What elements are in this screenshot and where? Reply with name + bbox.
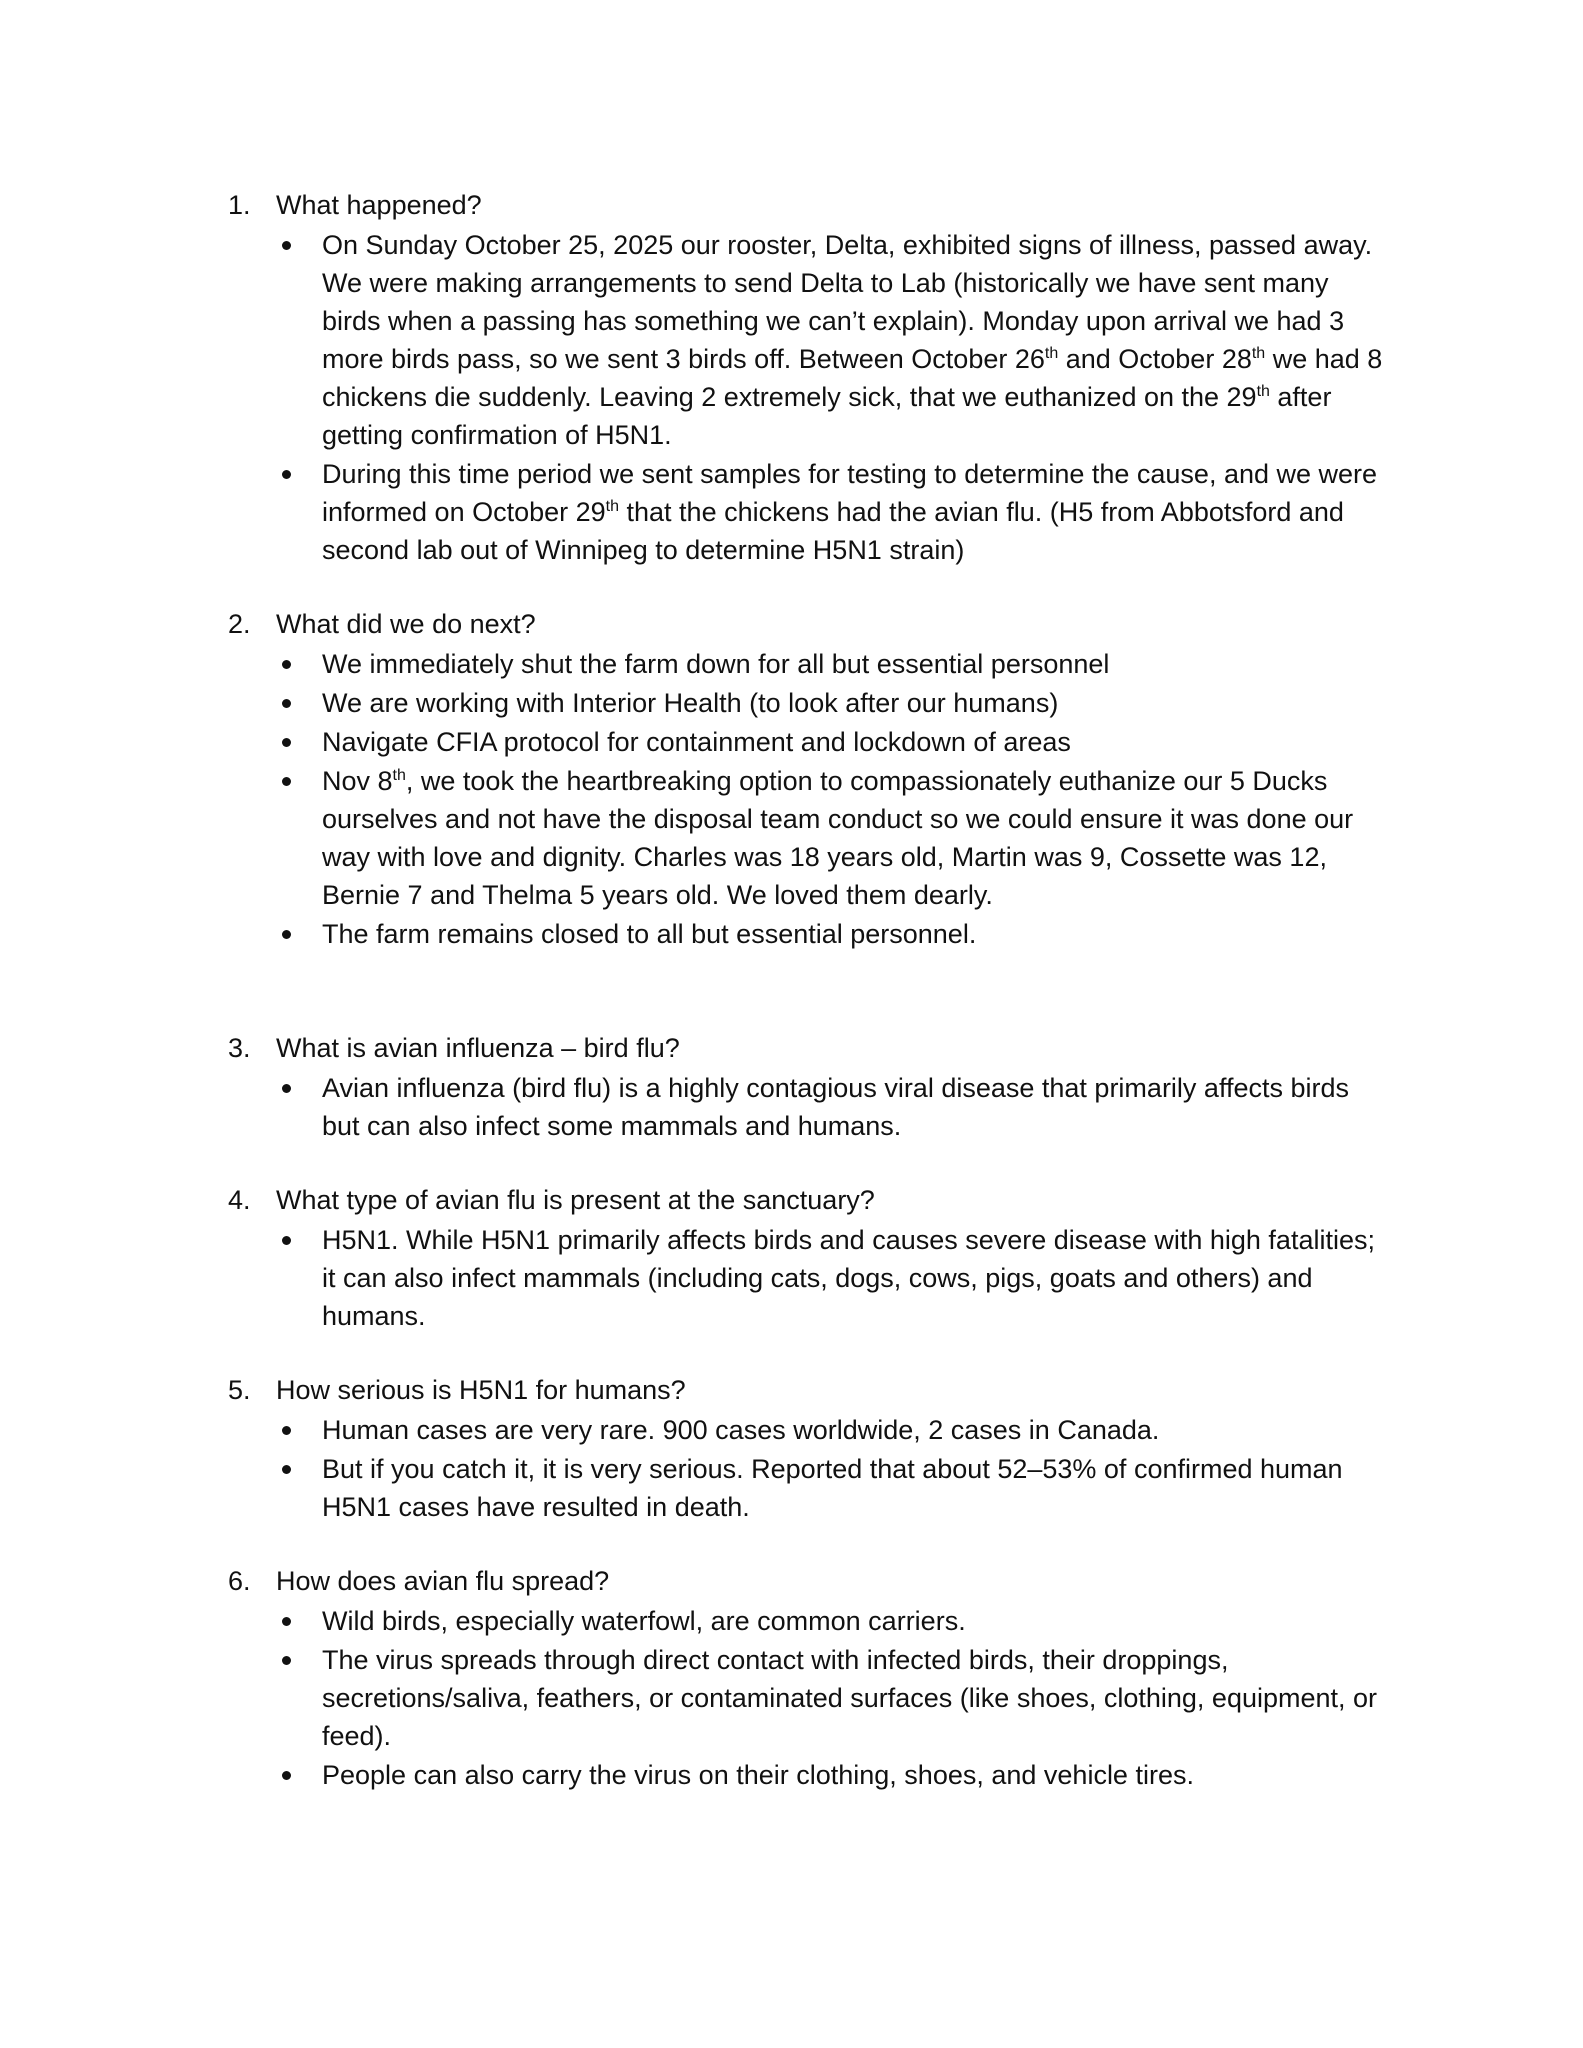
question-number: 4.	[228, 1185, 251, 1215]
question-heading	[228, 1371, 1383, 1409]
bullet-icon	[276, 1411, 322, 1449]
answer-text: Nov 8th, we took the heartbreaking option to compassionately euthanize our 5 Ducks ourselves and not have the disposal team conduct so we could ensure it was done our way with love and dignity. Charles was 18 years old, Martin was 9, Cossette was 12, Bernie 7 and Thelma 5 years old. We loved them dearly.	[322, 766, 1354, 910]
question-text: What happened?	[276, 190, 482, 220]
question-heading	[228, 1181, 1383, 1219]
answer-list	[228, 1602, 1383, 1794]
answer-list	[228, 1411, 1383, 1526]
answer-bullet	[276, 1602, 1383, 1640]
section-5	[228, 1371, 1383, 1526]
answer-text: We immediately shut the farm down for all but essential personnel	[322, 649, 1110, 679]
question-number: 5.	[228, 1375, 251, 1405]
bullet-icon	[276, 1602, 322, 1640]
question-text: How does avian flu spread?	[276, 1566, 610, 1596]
answer-bullet	[276, 723, 1383, 761]
section-6	[228, 1562, 1383, 1794]
bullet-icon	[276, 915, 322, 953]
bullet-icon	[276, 723, 322, 761]
answer-text: People can also carry the virus on their clothing, shoes, and vehicle tires.	[322, 1760, 1194, 1790]
bullet-icon	[276, 1221, 322, 1335]
question-heading	[228, 605, 1383, 643]
bullet-icon	[276, 1069, 322, 1145]
answer-bullet	[276, 226, 1383, 454]
answer-bullet	[276, 1069, 1383, 1145]
question-text: What is avian influenza – bird flu?	[276, 1033, 680, 1063]
answer-list	[228, 226, 1383, 569]
question-heading	[228, 1562, 1383, 1600]
question-heading	[228, 186, 1383, 224]
question-number: 2.	[228, 609, 251, 639]
answer-text: H5N1. While H5N1 primarily affects birds and causes severe disease with high fatalities; it can also infect mammals (including cats, dogs, cows, pigs, goats and others) and humans.	[322, 1225, 1375, 1331]
bullet-icon	[276, 226, 322, 454]
question-text: How serious is H5N1 for humans?	[276, 1375, 686, 1405]
bullet-icon	[276, 762, 322, 914]
question-text: What type of avian flu is present at the sanctuary?	[276, 1185, 875, 1215]
bullet-icon	[276, 645, 322, 683]
bullet-icon	[276, 684, 322, 722]
section-2	[228, 605, 1383, 953]
answer-bullet	[276, 762, 1383, 914]
answer-bullet	[276, 1411, 1383, 1449]
answer-text: Avian influenza (bird flu) is a highly contagious viral disease that primarily affects birds but can also infect some mammals and humans.	[322, 1073, 1350, 1141]
bullet-icon	[276, 1641, 322, 1755]
question-number: 6.	[228, 1566, 251, 1596]
section-4	[228, 1181, 1383, 1335]
answer-text: Wild birds, especially waterfowl, are common carriers.	[322, 1606, 966, 1636]
answer-bullet	[276, 1641, 1383, 1755]
answer-bullet	[276, 915, 1383, 953]
question-text: What did we do next?	[276, 609, 536, 639]
answer-text: We are working with Interior Health (to look after our humans)	[322, 688, 1059, 718]
answer-text: On Sunday October 25, 2025 our rooster, Delta, exhibited signs of illness, passed away. We were making arrangements to send Delta to Lab (historically we have sent many birds when a passing has something we can’t explain). Monday upon arrival we had 3 more birds pass, so we sent 3 birds off. Between October 26th and October 28th we had 8 chickens die suddenly. Leaving 2 extremely sick, that we euthanized on the 29th after getting confirmation of H5N1.	[322, 230, 1383, 450]
bullet-icon	[276, 1450, 322, 1526]
answer-list	[228, 1069, 1383, 1145]
question-number: 1.	[228, 190, 251, 220]
answer-text: But if you catch it, it is very serious. Reported that about 52–53% of confirmed human H5N1 cases have resulted in death.	[322, 1454, 1343, 1522]
answer-text: During this time period we sent samples for testing to determine the cause, and we were informed on October 29th that the chickens had the avian flu. (H5 from Abbotsford and second lab out of Winnipeg to determine H5N1 strain)	[322, 459, 1378, 565]
question-number: 3.	[228, 1033, 251, 1063]
answer-bullet	[276, 1450, 1383, 1526]
section-3	[228, 1029, 1383, 1145]
question-heading	[228, 1029, 1383, 1067]
section-1	[228, 186, 1383, 569]
answer-text: The virus spreads through direct contact with infected birds, their droppings, secretions/saliva, feathers, or contaminated surfaces (like shoes, clothing, equipment, or feed).	[322, 1645, 1378, 1751]
answer-bullet	[276, 1221, 1383, 1335]
answer-text: The farm remains closed to all but essential personnel.	[322, 919, 977, 949]
answer-bullet	[276, 1756, 1383, 1794]
answer-bullet	[276, 645, 1383, 683]
answer-text: Human cases are very rare. 900 cases worldwide, 2 cases in Canada.	[322, 1415, 1160, 1445]
answer-text: Navigate CFIA protocol for containment and lockdown of areas	[322, 727, 1071, 757]
answer-list	[228, 645, 1383, 953]
answer-bullet	[276, 455, 1383, 569]
bullet-icon	[276, 1756, 322, 1794]
bullet-icon	[276, 455, 322, 569]
answer-list	[228, 1221, 1383, 1335]
answer-bullet	[276, 684, 1383, 722]
